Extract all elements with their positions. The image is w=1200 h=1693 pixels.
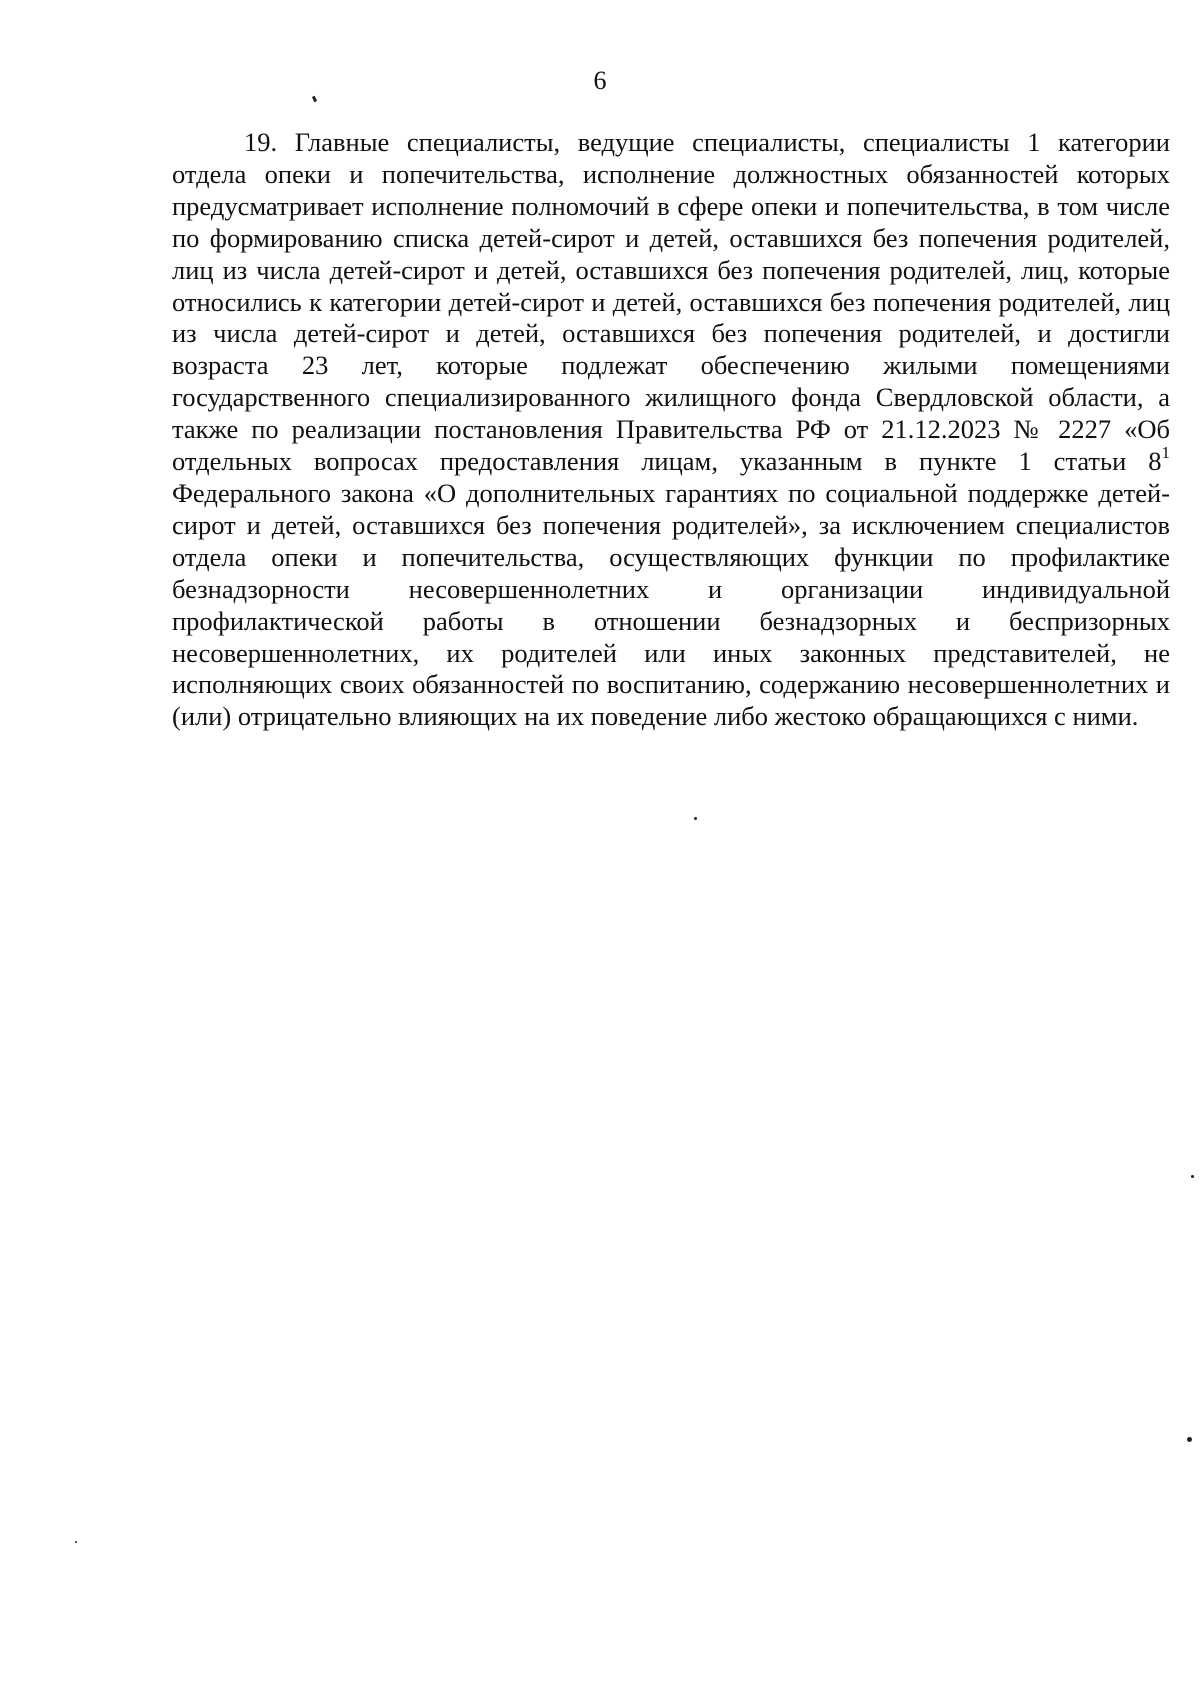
- scan-speck: [694, 817, 697, 820]
- paragraph-tail-text: Федерального закона «О дополнительных гарантиях по социальной поддержке детей-сирот и детей, оставшихся без попечения родителей», за исключением специалистов отдела опеки и попечительства, осуществляющих функции по профилактике безнадзорности несовершеннолетних и организации индивидуальной профилактической работы в отношении безнадзорных и беспризорных несовершеннолетних, их родителей или иных законных представителей, не исполняющих своих обязанностей по воспитанию, содержанию несовершеннолетних и (или) отрицательно влияющих на их поведение либо жестоко обращающихся с ними.: [172, 477, 1170, 732]
- scan-speck: [1191, 1175, 1194, 1178]
- paragraph-19: [172, 127, 1170, 733]
- scan-speck: [312, 96, 317, 103]
- scan-speck: [75, 1541, 77, 1543]
- scan-speck: [1187, 1437, 1192, 1442]
- paragraph-lead-text: 19. Главные специалисты, ведущие специалисты, специалисты 1 категории отдела опеки и попечительства, исполнение должностных обязанностей которых предусматривает исполнение полномочий в сфере опеки и попечительства, в том числе по формированию списка детей-сирот и детей, оставшихся без попечения родителей, лиц из числа детей-сирот и детей, оставшихся без попечения родителей, лиц, которые относились к категории детей-сирот и детей, оставшихся без попечения родителей, лиц из числа детей-сирот и детей, оставшихся без попечения родителей, и достигли возраста 23 лет, которые подлежат обеспечению жилыми помещениями государственного специализированного жилищного фонда Свердловской области, а также по реализации постановления Правительства РФ от 21.12.2023 № 2227 «Об отдельных вопросах предоставления лицам, указанным в пункте 1 статьи 8: [172, 127, 1170, 477]
- article-superscript: 1: [1161, 443, 1170, 463]
- page-number: 6: [593, 66, 607, 95]
